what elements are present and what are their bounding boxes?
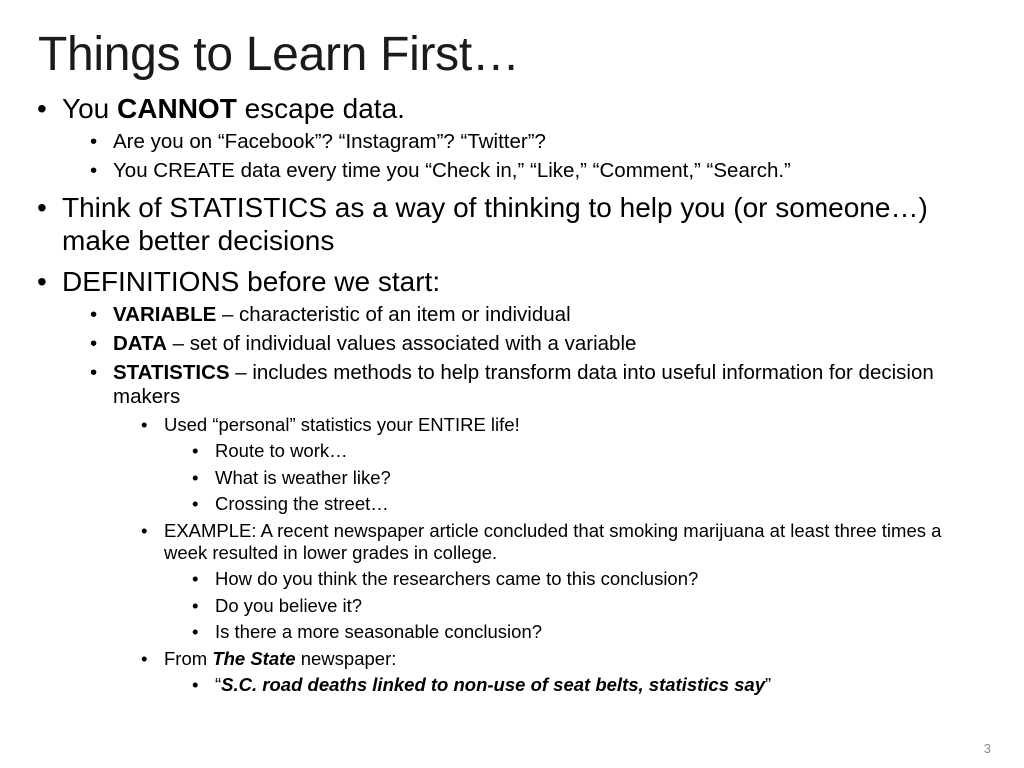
bullet-text: Crossing the street… xyxy=(215,493,389,514)
bullet-text: EXAMPLE: A recent newspaper article concluded that smoking marijuana at least three times a week resulted in lower grades in college. xyxy=(164,519,942,563)
definition-term: STATISTICS xyxy=(113,361,230,384)
headline-text: S.C. road deaths linked to non-use of seat belts, statistics say xyxy=(221,674,766,695)
bullet-text: Is there a more seasonable conclusion? xyxy=(215,621,543,642)
bullet-dot: • xyxy=(141,413,148,435)
bullet-cannot-escape-data xyxy=(0,92,1024,125)
definition-term: VARIABLE xyxy=(113,303,217,326)
bullet-text-post: newspaper: xyxy=(295,647,397,669)
sub-bullet-example xyxy=(0,520,1024,564)
bullet-text: Think of STATISTICS as a way of thinking to help you (or someone…) make better decisions xyxy=(62,192,928,256)
bullet-text: DEFINITIONS before we start: xyxy=(62,266,441,297)
bullet-dot: • xyxy=(192,621,199,642)
page-number: 3 xyxy=(983,741,991,756)
list-item xyxy=(0,440,1024,462)
bullet-dot: • xyxy=(37,266,47,297)
definition-term: DATA xyxy=(113,332,167,355)
bullet-dot: • xyxy=(90,332,98,355)
bullet-dot: • xyxy=(192,568,199,589)
bullet-dot: • xyxy=(192,493,199,514)
bullet-dot: • xyxy=(141,647,148,669)
open-quote: “ xyxy=(215,674,222,695)
bullet-dot: • xyxy=(192,440,199,461)
bullet-text-bold: CANNOT xyxy=(117,93,237,124)
bullet-text: Used “personal” statistics your ENTIRE life! xyxy=(164,413,520,435)
bullet-text-pre: You xyxy=(62,93,118,124)
bullet-dot: • xyxy=(141,519,148,541)
bullet-definitions xyxy=(0,265,1024,298)
newspaper-name: The State xyxy=(212,647,296,669)
bullet-dot: • xyxy=(37,192,47,223)
sub-bullet-data xyxy=(0,332,1024,356)
definition-text: – characteristic of an item or individual xyxy=(216,303,571,326)
bullet-text: Route to work… xyxy=(215,440,348,461)
bullet-text: You CREATE data every time you “Check in,” “Like,” “Comment,” “Search.” xyxy=(113,159,791,182)
list-item xyxy=(0,621,1024,643)
list-item-headline xyxy=(0,674,1024,696)
sub-bullet-the-state xyxy=(0,648,1024,670)
bullet-dot: • xyxy=(192,674,199,695)
list-item xyxy=(0,467,1024,489)
bullet-dot: • xyxy=(37,93,47,124)
bullet-dot: • xyxy=(90,303,98,326)
bullet-text: How do you think the researchers came to this conclusion? xyxy=(215,568,699,589)
sub-bullet-statistics xyxy=(0,361,1024,409)
sub-bullet-personal-statistics xyxy=(0,414,1024,436)
sub-bullet-create-data xyxy=(0,159,1024,183)
sub-bullet-social-media xyxy=(0,130,1024,154)
bullet-dot: • xyxy=(192,466,199,488)
bullet-dot: • xyxy=(90,361,98,384)
list-item xyxy=(0,595,1024,617)
definition-text: – set of individual values associated with a variable xyxy=(166,332,637,355)
definition-text: – includes methods to help transform data into useful information for decision makers xyxy=(113,361,934,408)
bullet-text: What is weather like? xyxy=(215,466,391,488)
close-quote: ” xyxy=(765,674,772,695)
sub-bullet-variable xyxy=(0,303,1024,327)
bullet-list xyxy=(0,92,1024,696)
list-item xyxy=(0,493,1024,515)
bullet-text: Are you on “Facebook”? “Instagram”? “Twitter”? xyxy=(113,130,546,153)
bullet-dot: • xyxy=(192,594,199,616)
bullet-dot: • xyxy=(90,130,98,153)
bullet-text: Do you believe it? xyxy=(215,594,363,616)
bullet-text-post: escape data. xyxy=(236,93,405,124)
bullet-dot: • xyxy=(90,159,98,182)
list-item xyxy=(0,568,1024,590)
bullet-statistics-thinking xyxy=(0,191,1024,257)
bullet-text-pre: From xyxy=(164,647,213,669)
slide-title: Things to Learn First… xyxy=(38,28,520,81)
